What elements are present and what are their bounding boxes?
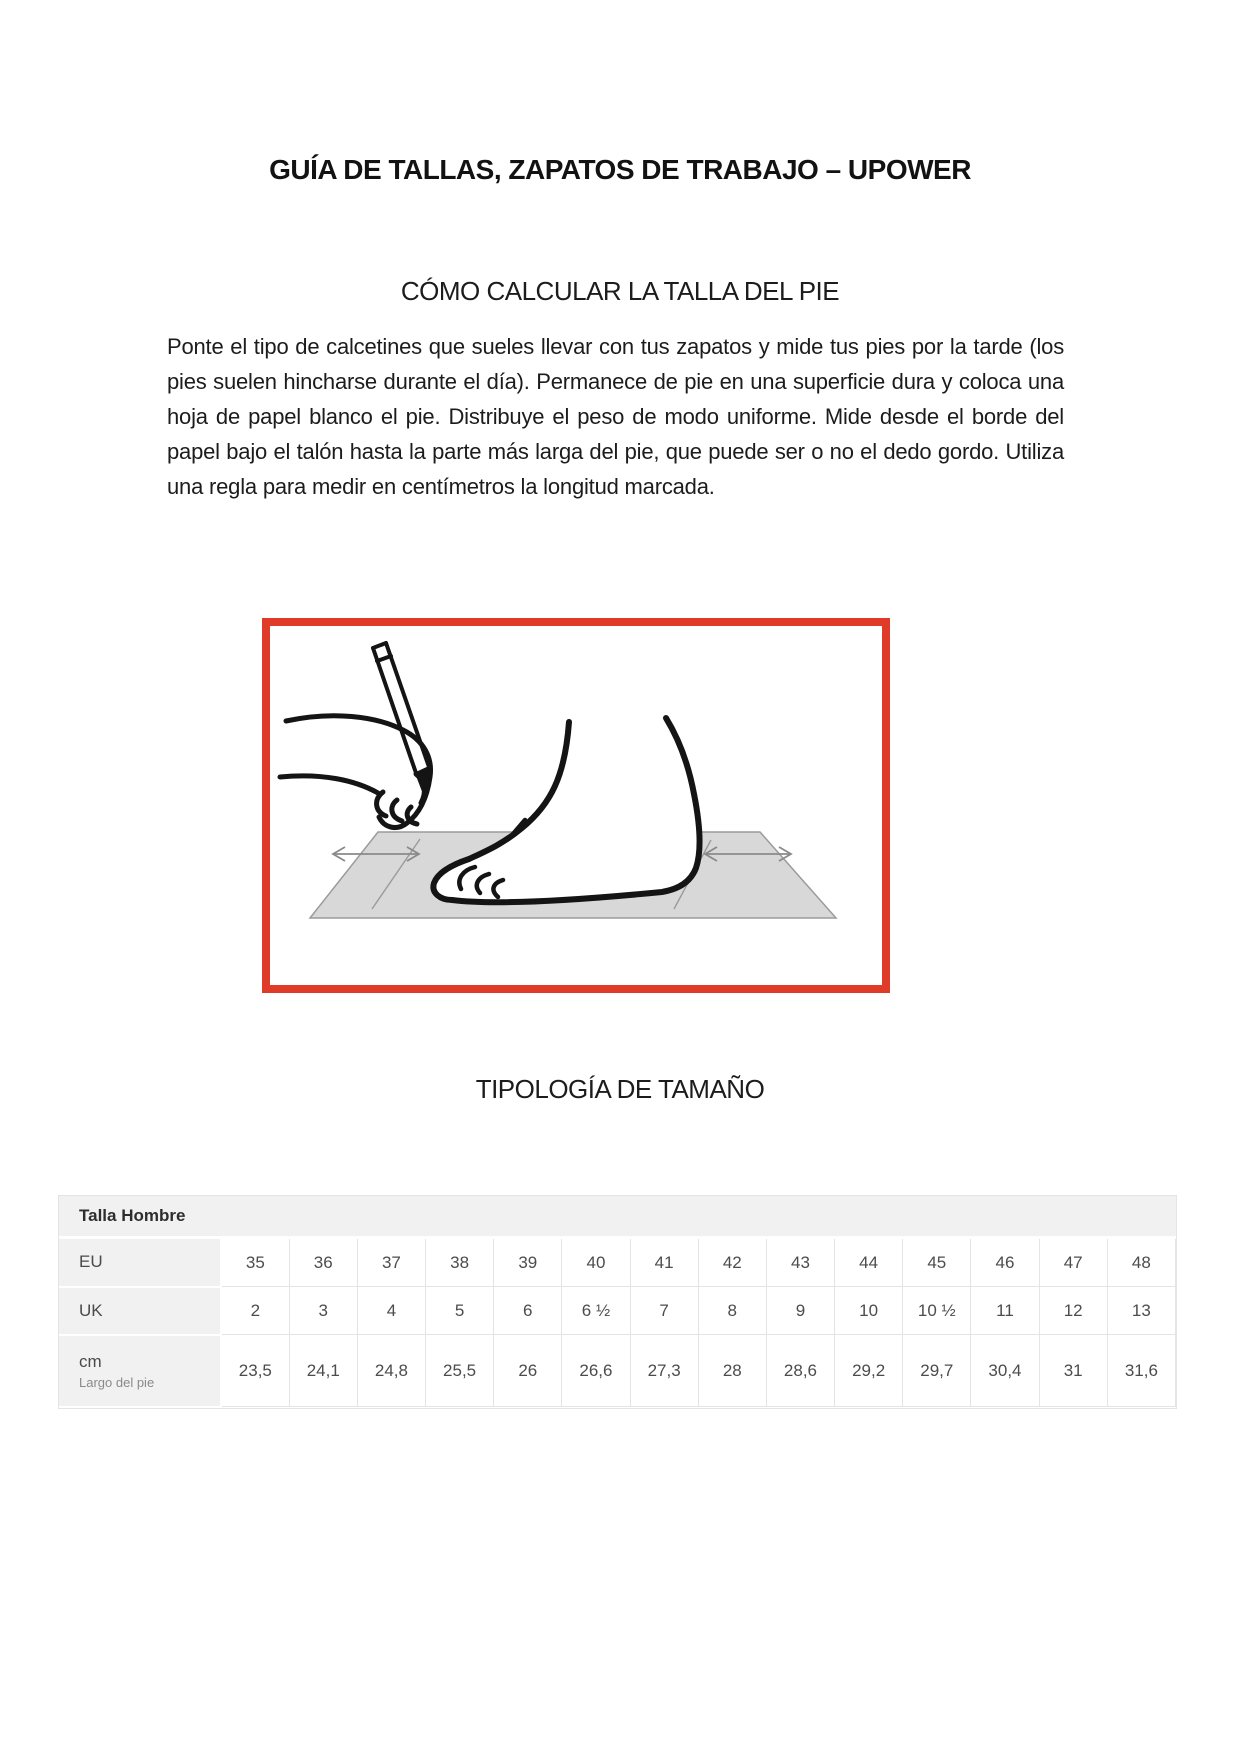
size-cell: 47 bbox=[1039, 1238, 1107, 1287]
size-cell: 31,6 bbox=[1107, 1335, 1175, 1407]
size-cell: 13 bbox=[1107, 1287, 1175, 1335]
measure-instructions-paragraph: Ponte el tipo de calcetines que sueles llevar con tus zapatos y mide tus pies por la tarde (los pies suelen hincharse durante el día). Permanece de pie en una superficie dura y coloca una hoja de papel blanco el pie. Distribuye el peso de modo uniforme. Mide desde el borde del papel bajo el talón hasta la parte más larga del pie, que puede ser o no el dedo gordo. Utiliza una regla para medir en centímetros la longitud marcada. bbox=[167, 334, 1064, 499]
size-cell: 28,6 bbox=[766, 1335, 834, 1407]
size-cell: 48 bbox=[1107, 1238, 1175, 1287]
size-cell: 11 bbox=[971, 1287, 1039, 1335]
size-cell: 31 bbox=[1039, 1335, 1107, 1407]
section-heading-measure: CÓMO CALCULAR LA TALLA DEL PIE bbox=[400, 276, 840, 306]
size-cell: 2 bbox=[221, 1287, 289, 1335]
row-label-text: UK bbox=[79, 1300, 103, 1320]
size-cell: 26,6 bbox=[562, 1335, 630, 1407]
foot-measure-illustration bbox=[262, 618, 890, 993]
row-label-eu bbox=[59, 1238, 221, 1287]
size-cell: 30,4 bbox=[971, 1335, 1039, 1407]
row-sublabel-text: Largo del pie bbox=[79, 1374, 155, 1390]
size-cell: 24,8 bbox=[357, 1335, 425, 1407]
table-row bbox=[59, 1238, 1176, 1287]
row-label-uk bbox=[59, 1287, 221, 1335]
size-cell: 7 bbox=[630, 1287, 698, 1335]
size-cell: 44 bbox=[835, 1238, 903, 1287]
page-title: GUÍA DE TALLAS, ZAPATOS DE TRABAJO – UPOWER bbox=[269, 154, 971, 185]
size-cell: 6 bbox=[494, 1287, 562, 1335]
size-cell: 23,5 bbox=[221, 1335, 289, 1407]
size-cell: 28 bbox=[698, 1335, 766, 1407]
table-header-row bbox=[59, 1196, 1176, 1238]
size-cell: 6 ½ bbox=[562, 1287, 630, 1335]
size-cell: 36 bbox=[289, 1238, 357, 1287]
size-table-container bbox=[58, 1195, 1177, 1409]
size-cell: 37 bbox=[357, 1238, 425, 1287]
size-cell: 12 bbox=[1039, 1287, 1107, 1335]
size-cell: 40 bbox=[562, 1238, 630, 1287]
size-cell: 38 bbox=[426, 1238, 494, 1287]
size-cell: 35 bbox=[221, 1238, 289, 1287]
section-heading-sizes: TIPOLOGÍA DE TAMAÑO bbox=[475, 1074, 765, 1104]
size-cell: 43 bbox=[766, 1238, 834, 1287]
foot-measure-drawing bbox=[270, 626, 882, 985]
size-cell: 5 bbox=[426, 1287, 494, 1335]
size-cell: 9 bbox=[766, 1287, 834, 1335]
size-cell: 29,7 bbox=[903, 1335, 971, 1407]
size-cell: 39 bbox=[494, 1238, 562, 1287]
table-row bbox=[59, 1335, 1176, 1407]
hand-with-pencil-icon bbox=[280, 716, 431, 828]
size-cell: 42 bbox=[698, 1238, 766, 1287]
size-cell: 27,3 bbox=[630, 1335, 698, 1407]
row-label-text: EU bbox=[79, 1252, 103, 1272]
size-cell: 26 bbox=[494, 1335, 562, 1407]
size-cell: 10 bbox=[835, 1287, 903, 1335]
row-label-cm bbox=[59, 1335, 221, 1407]
row-label-text: cm bbox=[79, 1351, 102, 1371]
size-cell: 8 bbox=[698, 1287, 766, 1335]
size-cell: 25,5 bbox=[426, 1335, 494, 1407]
size-cell: 24,1 bbox=[289, 1335, 357, 1407]
size-cell: 45 bbox=[903, 1238, 971, 1287]
size-table-title: Talla Hombre bbox=[59, 1196, 1176, 1238]
pencil-icon bbox=[373, 643, 429, 794]
size-cell: 29,2 bbox=[835, 1335, 903, 1407]
size-cell: 46 bbox=[971, 1238, 1039, 1287]
size-cell: 10 ½ bbox=[903, 1287, 971, 1335]
size-cell: 41 bbox=[630, 1238, 698, 1287]
size-cell: 4 bbox=[357, 1287, 425, 1335]
size-cell: 3 bbox=[289, 1287, 357, 1335]
table-row bbox=[59, 1287, 1176, 1335]
size-table bbox=[59, 1196, 1176, 1408]
